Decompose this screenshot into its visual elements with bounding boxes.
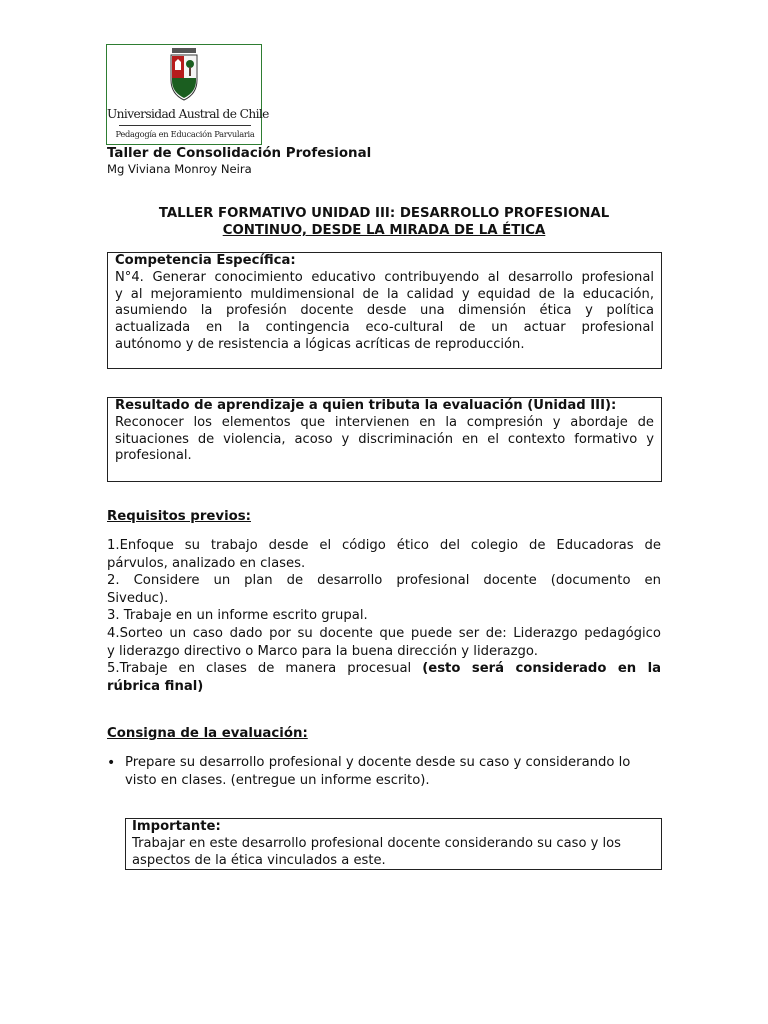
requisitos-list <box>107 537 661 695</box>
competencia-line: actualizada en la contingencia eco-cultural de un actuar profesional <box>115 320 654 336</box>
requisito-line: 1.Enfoque su trabajo desde el código ético del colegio de Educadoras de <box>107 538 661 553</box>
importante-box <box>125 818 662 870</box>
requisito-line: párvulos, analizado en clases. <box>107 555 306 571</box>
resultado-line: Reconocer los elementos que intervienen en la compresión y abordaje de <box>115 414 654 430</box>
importante-line: Trabajar en este desarrollo profesional docente considerando su caso y los <box>132 835 622 851</box>
resultado-heading: Resultado de aprendizaje a quien tributa la evaluación (Unidad III): <box>115 398 617 413</box>
requisito-line: y liderazgo directivo o Marco para la buena dirección y liderazgo. <box>107 643 538 659</box>
consigna-line: visto en clases. (entregue un informe escrito). <box>125 773 430 788</box>
teacher-name: Mg Viviana Monroy Neira <box>107 162 252 176</box>
importante-heading: Importante: <box>132 819 221 834</box>
resultado-box <box>107 397 662 482</box>
logo-university-name: Universidad Austral de Chile <box>107 107 269 121</box>
course-title: Taller de Consolidación Profesional <box>107 146 372 161</box>
requisito-line: 4.Sorteo un caso dado por su docente que puede ser de: Liderazgo pedagógico <box>107 625 661 641</box>
consigna-bullet-item <box>107 754 661 790</box>
importante-line: aspectos de la ética vinculados a este. <box>132 852 386 868</box>
competencia-line: asumiendo la profesión docente desde una dimensión ética y política <box>115 303 654 319</box>
consigna-heading: Consigna de la evaluación: <box>107 726 308 741</box>
requisito-line: Siveduc). <box>107 590 169 606</box>
requisito-text: 5.Trabaje en clases de manera procesual <box>107 661 423 677</box>
competencia-box <box>107 252 662 369</box>
university-crest-icon <box>167 48 201 102</box>
requisito-line: 2. Considere un plan de desarrollo profesional docente (documento en <box>107 573 661 589</box>
requisitos-heading: Requisitos previos: <box>107 509 251 524</box>
bullet-icon: • <box>107 755 116 771</box>
consigna-line: Prepare su desarrollo profesional y docente desde su caso y considerando lo <box>125 755 631 770</box>
requisito-bold-note-end: rúbrica final) <box>107 678 204 694</box>
requisito-line: 3. Trabaje en un informe escrito grupal. <box>107 608 368 624</box>
logo-divider <box>119 125 251 126</box>
resultado-line: profesional. <box>115 448 192 464</box>
logo-program-name: Pedagogía en Educación Parvularia <box>115 129 255 139</box>
competencia-line: autónomo y de resistencia a lógicas acríticas de reproducción. <box>115 336 525 352</box>
university-logo <box>106 44 269 145</box>
document-title-line-1: TALLER FORMATIVO UNIDAD III: DESARROLLO PROFESIONAL <box>158 206 610 221</box>
document-title-line-2: CONTINUO, DESDE LA MIRADA DE LA ÉTICA <box>222 223 546 238</box>
requisito-line <box>107 660 661 678</box>
requisito-bold-note: (esto será considerado en la <box>422 661 662 677</box>
competencia-line: y al mejoramiento muldimensional de la calidad y equidad de la educación, <box>115 286 654 302</box>
competencia-line: N°4. Generar conocimiento educativo contribuyendo al desarrollo profesional <box>115 269 654 285</box>
document-title <box>107 205 661 239</box>
resultado-line: situaciones de violencia, acoso y discriminación en el contexto formativo y <box>115 431 654 447</box>
competencia-heading: Competencia Específica: <box>115 253 296 268</box>
